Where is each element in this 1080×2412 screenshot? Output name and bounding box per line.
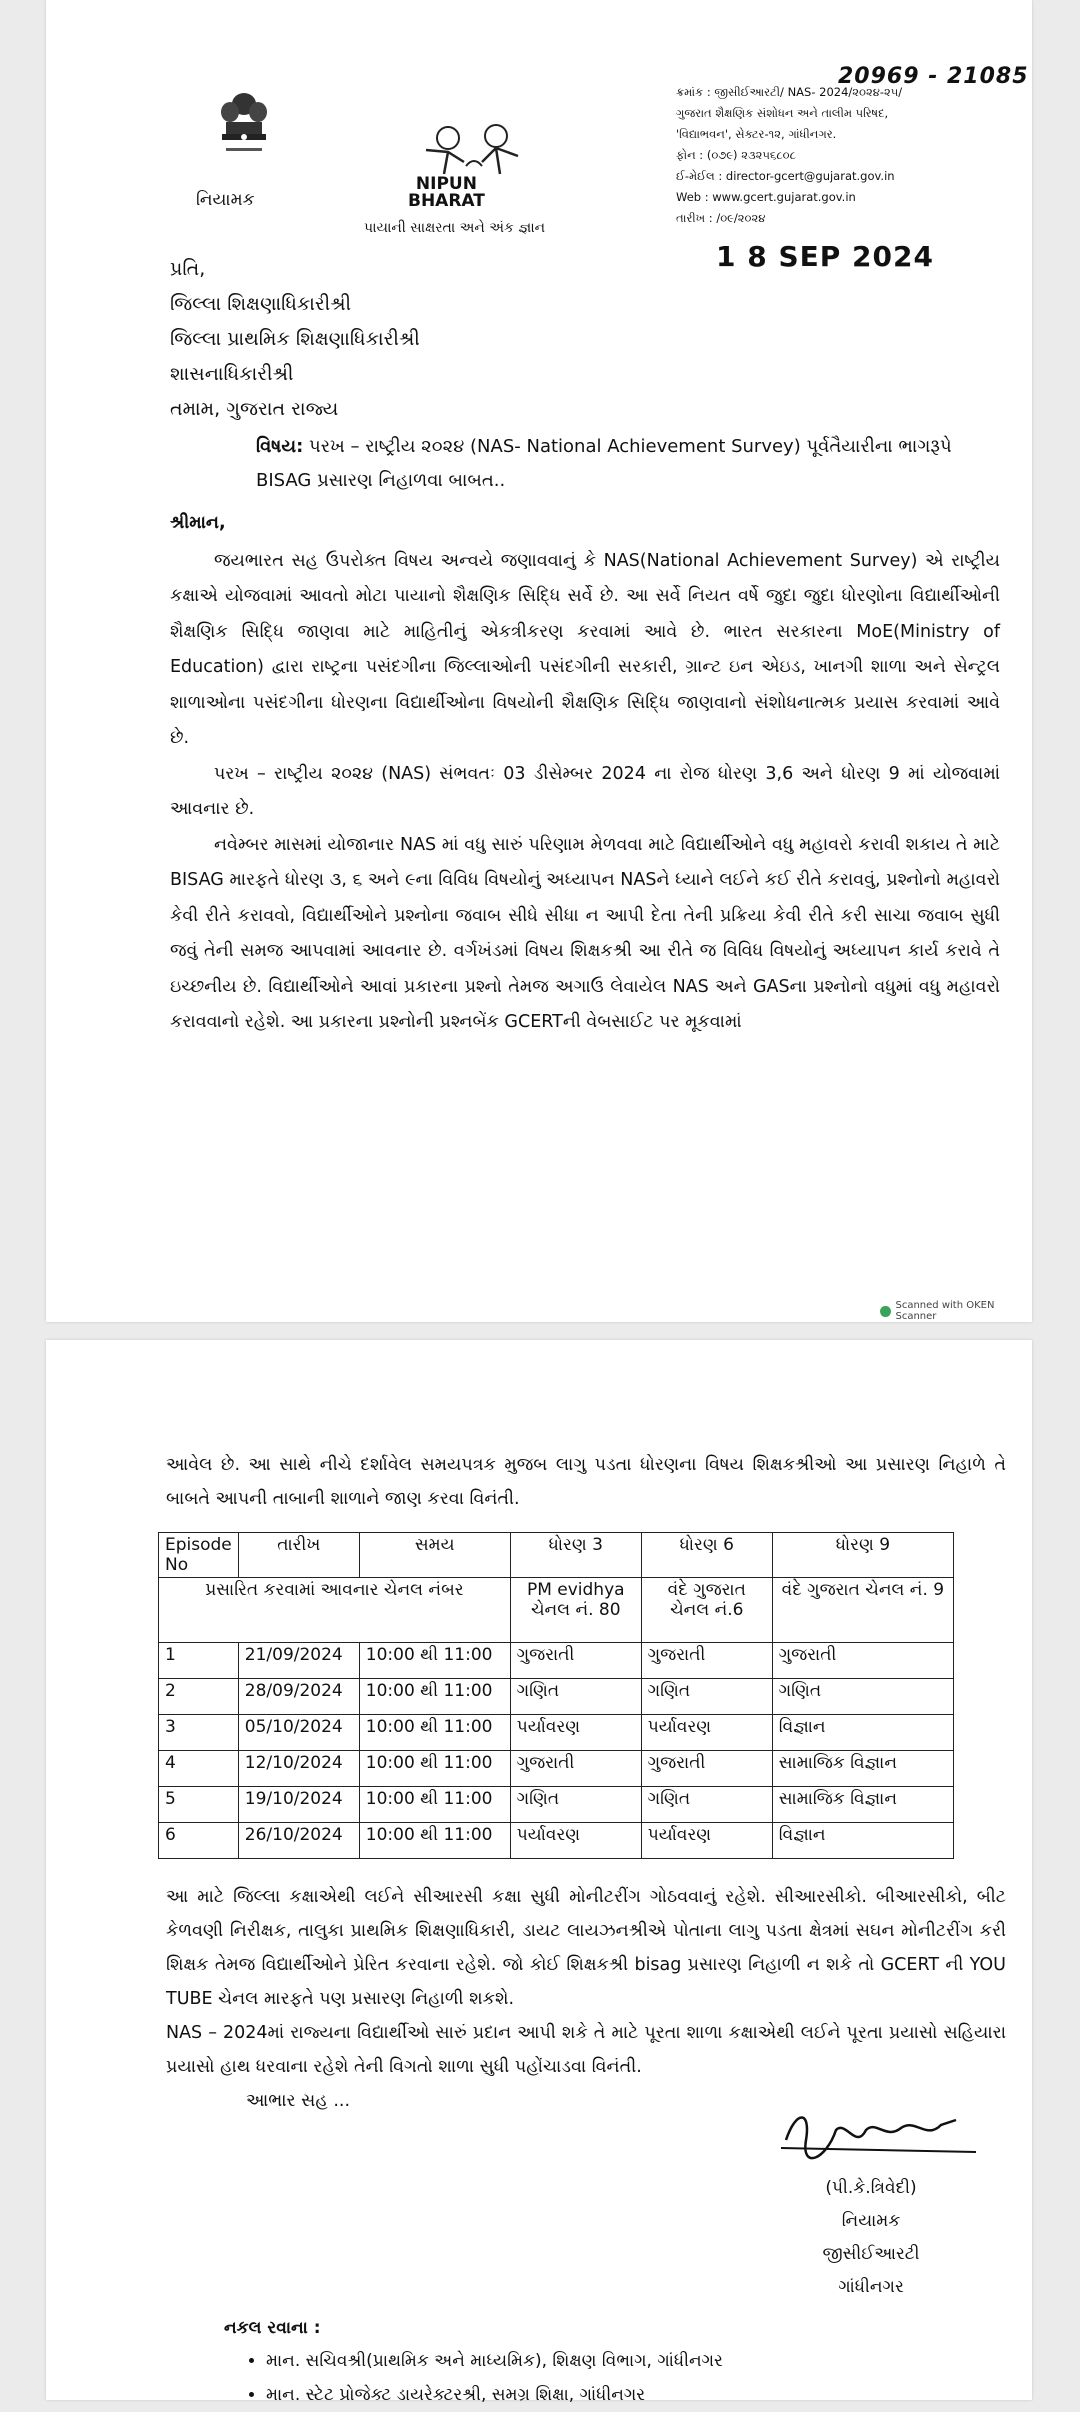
letter-body-page2-closing: [166, 1880, 1006, 2118]
table-cell: 19/10/2024: [238, 1787, 359, 1823]
table-cell: વિજ્ઞાન: [772, 1715, 953, 1751]
copy-to-heading: નકલ રવાના :: [224, 2318, 321, 2338]
table-cell: ગણિત: [772, 1679, 953, 1715]
emblem-caption: નિયામક: [196, 190, 255, 210]
subject-label: વિષય:: [256, 436, 304, 457]
scanner-logo-icon: [880, 1306, 891, 1317]
table-cell: 10:00 થી 11:00: [359, 1715, 510, 1751]
ref-web: Web : www.gcert.gujarat.gov.in: [676, 190, 856, 204]
ref-line: ગુજરાત શૈક્ષણિક સંશોધન અને તાલીમ પરિષદ,: [676, 106, 889, 120]
table-cell: ગુજરાતી: [641, 1751, 772, 1787]
table-cell: ગણિત: [510, 1679, 641, 1715]
table-cell: સામાજિક વિજ્ઞાન: [772, 1751, 953, 1787]
paragraph: NAS – 2024માં રાજ્યના વિદ્યાર્થીઓ સારું પ્રદાન આપી શકે તે માટે પૂરતા શાળા કક્ષાએથી લઈને પૂરતા પ્રયાસો સહિયારા પ્રયાસો હાથ ધરવાના રહેશે તેની વિગતો શાળા સુધી પહોંચાડવા વિનંતી.: [166, 2023, 1006, 2077]
table-row: [159, 1787, 954, 1823]
ref-line: ફોન : (૦૭૯) ૨૩૨૫૬૮૦૮: [676, 148, 796, 162]
handwritten-inward-number: 20969 - 21085: [838, 64, 1029, 89]
address-line: પ્રતિ,: [170, 258, 206, 280]
signatory-designation: નિયામક: [841, 2211, 901, 2231]
paragraph: આ માટે જિલ્લા કક્ષાએથી લઈને સીઆરસી કક્ષા સુધી મોનીટરીંગ ગોઠવવાનું રહેશે. સીઆરસીકો. બીઆરસીકો, બીટ કેળવણી નિરીક્ષક, તાલુકા પ્રાથમિક શિક્ષણાધિકારી, ડાયટ લાયઝનશ્રીએ પોતાના લાગુ પડતા ક્ષેત્રમાં સઘન મોનીટરીંગ કરી શિક્ષક તેમજ વિદ્યાર્થીઓને પ્રેરિત કરવાના રહેશે. જો કોઈ શિક્ષકશ્રી bisag પ્રસારણ નિહાળી ન શકે તો GCERT ની YOU TUBE ચેનલ મારફતે પણ પ્રસારણ નિહાળી શકશે.: [166, 1887, 1006, 2009]
paragraph: આવેલ છે. આ સાથે નીચે દર્શાવેલ સમયપત્રક મુજબ લાગુ પડતા ધોરણના વિષય શિક્ષકશ્રીઓ આ પ્રસારણ નિહાળે તે બાબતે આપની તાબાની શાળાને જાણ કરવા વિનંતી.: [166, 1455, 1006, 1509]
letter-page-2: [46, 1340, 1032, 2405]
ref-date: તારીખ : /૦૯/૨૦૨૪: [676, 211, 766, 225]
header-cell: ધોરણ 3: [510, 1533, 641, 1578]
table-cell: ગુજરાતી: [510, 1751, 641, 1787]
paragraph: પરખ – રાષ્ટ્રીય ૨૦૨૪ (NAS) સંભવતઃ 03 ડીસેમ્બર 2024 ના રોજ ધોરણ 3,6 અને ધોરણ 9 માં યોજવામાં આવનાર છે.: [170, 763, 1000, 819]
reference-block: [676, 82, 902, 229]
date-stamp: 1 8 SEP 2024: [716, 240, 934, 273]
paragraph: નવેમ્બર માસમાં યોજાનાર NAS માં વધુ સારું પરિણામ મેળવવા માટે વિદ્યાર્થીઓને વધુ મહાવરો કરાવી શકાય તે માટે BISAG મારફતે ધોરણ ૩, ૬ અને ૯ના વિવિધ વિષયોનું અધ્યાપન NASને ધ્યાને લઈને કઈ રીતે કરાવવું, પ્રશ્નોનો મહાવરો કેવી રીતે કરાવવો, વિદ્યાર્થીઓને પ્રશ્નોના જવાબ સીધે સીધા ન આપી દેતા તેની પ્રક્રિયા કેવી રીતે કરી સાચા જવાબ સુધી જવું તેની સમજ આપવામાં આવનાર છે. વર્ગખંડમાં વિષય શિક્ષકશ્રી આ રીતે જ વિવિધ વિષયોનું અધ્યાપન કાર્ય કરાવે તે ઇચ્છનીય છે. વિદ્યાર્થીઓને આવાં પ્રકારના પ્રશ્નો તેમજ અગાઉ લેવાયેલ NAS અને GASના પ્રશ્નોનો વધુમાં વધુ મહાવરો કરાવવાનો રહેશે. આ પ્રકારના પ્રશ્નોની પ્રશ્નબેંક GCERTની વેબસાઈટ પર મૂકવામાં: [170, 834, 1000, 1032]
nipun-bharat-title: NIPUN BHARAT: [408, 174, 485, 211]
table-cell: 2: [159, 1679, 239, 1715]
table-cell: ગણિત: [510, 1787, 641, 1823]
salutation: શ્રીમાન,: [170, 513, 226, 533]
table-cell: ગુજરાતી: [772, 1643, 953, 1679]
header-cell: ધોરણ 9: [772, 1533, 953, 1578]
table-row: [159, 1643, 954, 1679]
header-cell: ધોરણ 6: [641, 1533, 772, 1578]
table-cell: 21/09/2024: [238, 1643, 359, 1679]
table-row: [159, 1751, 954, 1787]
table-cell: ગણિત: [641, 1787, 772, 1823]
table-cell: 5: [159, 1787, 239, 1823]
copy-to-list: [246, 2344, 723, 2412]
table-cell: સામાજિક વિજ્ઞાન: [772, 1787, 953, 1823]
table-cell: 1: [159, 1643, 239, 1679]
signatory-name: (પી.કે.ત્રિવેદી): [825, 2178, 917, 2198]
table-cell: 10:00 થી 11:00: [359, 1823, 510, 1859]
channel-label-cell: પ્રસારિત કરવામાં આવનાર ચેનલ નંબર: [159, 1578, 511, 1643]
signature-image: [766, 2100, 1006, 2170]
channel-row: [159, 1578, 954, 1643]
header-cell: Episode No: [159, 1533, 239, 1578]
thanks-line: આભાર સહ ...: [246, 2091, 351, 2111]
table-cell: પર્યાવરણ: [641, 1823, 772, 1859]
ref-email: ઈ-મેઈલ : director-gcert@gujarat.gov.in: [676, 169, 895, 183]
signatory-org: જીસીઈઆરટી: [822, 2244, 920, 2264]
signatory-city: ગાંધીનગર: [838, 2277, 904, 2297]
recipient-address: [170, 252, 420, 427]
letter-body-page2-intro: [166, 1448, 1006, 1516]
table-cell: 10:00 થી 11:00: [359, 1643, 510, 1679]
list-item: • માન. સચિવશ્રી(પ્રાથમિક અને માધ્યમિક), શિક્ષણ વિભાગ, ગાંધીનગર: [266, 2344, 723, 2378]
state-emblem-icon: [212, 88, 276, 168]
table-cell: 26/10/2024: [238, 1823, 359, 1859]
broadcast-schedule-table: [158, 1532, 954, 1859]
subject-line: [256, 430, 956, 498]
scanner-text: Scanned with OKEN Scanner: [895, 1300, 995, 1322]
table-cell: ગુજરાતી: [641, 1643, 772, 1679]
table-cell: 6: [159, 1823, 239, 1859]
signatory-block: [781, 2172, 961, 2304]
header-cell: તારીખ: [238, 1533, 359, 1578]
table-cell: 4: [159, 1751, 239, 1787]
table-cell: 10:00 થી 11:00: [359, 1679, 510, 1715]
table-row: [159, 1823, 954, 1859]
ref-line: ક્રમાંક : જીસીઈઆરટી/ NAS- 2024/૨૦૨૪-૨૫/: [676, 85, 903, 99]
table-cell: પર્યાવરણ: [510, 1715, 641, 1751]
table-cell: પર્યાવરણ: [510, 1823, 641, 1859]
nipun-tagline: પાયાની સાક્ષરતા અને અંક જ્ઞાન: [364, 220, 546, 236]
address-line: જિલ્લા શિક્ષણાધિકારીશ્રી: [170, 293, 352, 315]
table-cell: 12/10/2024: [238, 1751, 359, 1787]
channel-cell: વંદે ગુજરાત ચેનલ નં. 9: [772, 1578, 953, 1643]
table-cell: 10:00 થી 11:00: [359, 1787, 510, 1823]
table-cell: 3: [159, 1715, 239, 1751]
table-cell: પર્યાવરણ: [641, 1715, 772, 1751]
table-row: [159, 1679, 954, 1715]
paragraph: જયભારત સહ ઉપરોક્ત વિષય અન્વયે જણાવવાનું કે NAS(National Achievement Survey) એ રાષ્ટ્રીય કક્ષાએ યોજવામાં આવતો મોટા પાયાનો શૈક્ષણિક સિદ્ધિ સર્વે છે. આ સર્વે નિયત વર્ષે જુદા જુદા ધોરણોના વિદ્યાર્થીઓની શૈક્ષણિક સિદ્ધિ જાણવા માટે માહિતીનું એકત્રીકરણ કરવામાં આવે છે. ભારત સરકારના MoE(Ministry of Education) દ્વારા રાષ્ટ્રના પસંદગીના જિલ્લાઓની પસંદગીની સરકારી, ગ્રાન્ટ ઇન એઇડ, ખાનગી શાળા અને સેન્ટ્રલ શાળાઓના પસંદગીના ધોરણના વિદ્યાર્થીઓના વિષયોની શૈક્ષણિક સિદ્ધિ જાણવાનો સંશોધનાત્મક પ્રયાસ કરવામાં આવે છે.: [170, 550, 1000, 748]
letter-page-1: [46, 0, 1032, 1322]
header-cell: સમય: [359, 1533, 510, 1578]
subject-text: પરખ – રાષ્ટ્રીય ૨૦૨૪ (NAS- National Achievement Survey) પૂર્વતૈયારીના ભાગરૂપે BISAG પ્રસારણ નિહાળવા બાબત..: [256, 436, 952, 491]
address-line: તમામ, ગુજરાત રાજ્ય: [170, 398, 339, 420]
table-cell: 05/10/2024: [238, 1715, 359, 1751]
table-cell: 28/09/2024: [238, 1679, 359, 1715]
ref-line: 'વિદ્યાભવન', સેક્ટર-૧૨, ગાંધીનગર.: [676, 127, 837, 141]
table-cell: ગણિત: [641, 1679, 772, 1715]
address-line: શાસનાધિકારીશ્રી: [170, 363, 294, 385]
table-cell: વિજ્ઞાન: [772, 1823, 953, 1859]
address-line: જિલ્લા પ્રાથમિક શિક્ષણાધિકારીશ્રી: [170, 328, 420, 350]
scanner-watermark: [880, 1300, 1032, 1322]
channel-cell: PM evidhya ચેનલ નં. 80: [510, 1578, 641, 1643]
letter-body-page1: [170, 506, 1000, 1041]
list-item: • માન. સ્ટેટ પ્રોજેક્ટ ડાયરેક્ટરશ્રી, સમગ્ર શિક્ષા, ગાંધીનગર: [266, 2378, 723, 2412]
table-header-row: [159, 1533, 954, 1578]
channel-cell: વંદે ગુજરાત ચેનલ નં.6: [641, 1578, 772, 1643]
table-cell: ગુજરાતી: [510, 1643, 641, 1679]
table-cell: 10:00 થી 11:00: [359, 1751, 510, 1787]
table-row: [159, 1715, 954, 1751]
